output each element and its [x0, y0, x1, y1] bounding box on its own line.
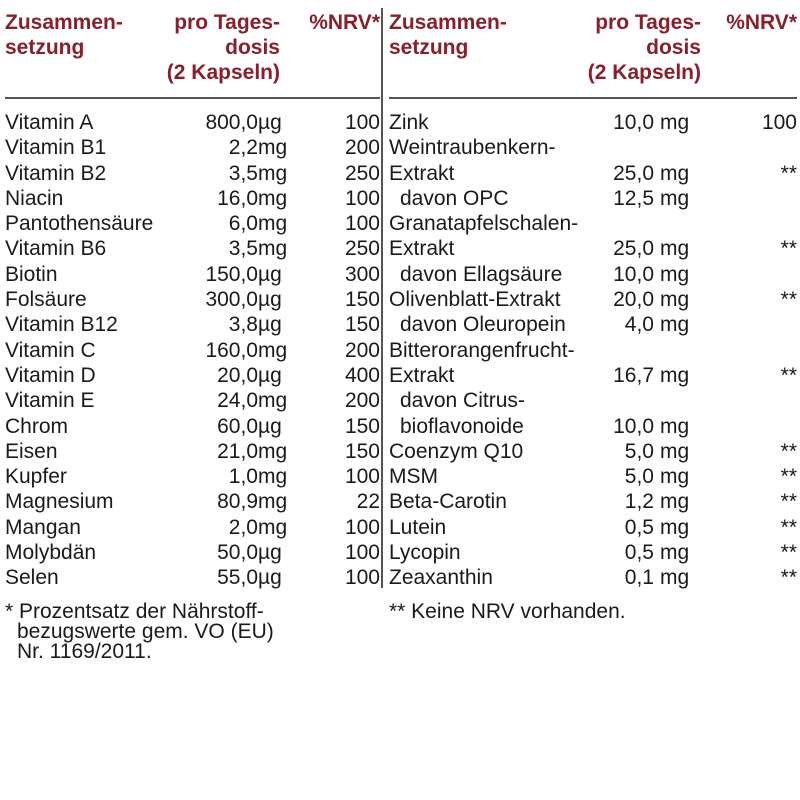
nutrient-name: davon OPC: [400, 186, 509, 210]
amount-unit: mg: [258, 515, 288, 539]
nrv-value: 150: [344, 313, 380, 337]
amount-unit: mg: [258, 490, 288, 514]
nutrient-name: Pantothensäure: [5, 212, 154, 236]
amount-unit: mg: [660, 262, 690, 286]
table-row: [389, 236, 797, 261]
amount-unit: mg: [660, 414, 690, 438]
amount-value: 2,0: [228, 515, 258, 539]
amount-value: 10,0: [613, 414, 654, 438]
amount-unit: µg: [258, 262, 282, 286]
nrv-value: 200: [344, 338, 380, 362]
nutrient-name: Mangan: [5, 515, 81, 539]
nrv-value: **: [780, 490, 797, 514]
amount-value: 3,8: [228, 313, 258, 337]
amount-unit: µg: [258, 414, 282, 438]
nutrient-name: Bitterorangenfrucht-: [389, 338, 575, 362]
nutrient-name: Vitamin A: [5, 111, 94, 134]
amount-unit: µg: [258, 541, 282, 565]
table-row: [389, 464, 797, 489]
table-row: [5, 439, 380, 464]
table-row: [389, 515, 797, 540]
table-row: [5, 287, 380, 312]
table-row: [5, 489, 380, 514]
table-row: [5, 464, 380, 489]
per-day-header: pro Tages- dosis (2 Kapseln): [587, 11, 701, 84]
table-row: [389, 414, 797, 439]
amount-value: 25,0: [613, 161, 654, 185]
nrv-value: **: [780, 439, 797, 463]
left-column: [5, 10, 380, 590]
nutrient-name: Molybdän: [5, 541, 97, 565]
amount-value: 10,0: [613, 111, 654, 134]
amount-value: 0,5: [624, 541, 654, 565]
nrv-value: **: [780, 515, 797, 539]
amount-unit: mg: [660, 186, 690, 210]
amount-unit: mg: [660, 288, 690, 312]
nrv-value: 200: [344, 136, 380, 160]
nutrient-name: Lycopin: [389, 541, 461, 565]
nutrient-name: Kupfer: [5, 465, 67, 489]
amount-unit: mg: [258, 389, 288, 413]
amount-unit: mg: [660, 515, 690, 539]
nrv-value: **: [780, 288, 797, 312]
table-row: [389, 186, 797, 211]
nrv-value: 150: [344, 414, 380, 438]
nutrient-name: Vitamin B1: [5, 136, 107, 160]
nrv-value: 100: [344, 111, 380, 134]
amount-unit: mg: [660, 465, 690, 489]
nutrient-name: Selen: [5, 566, 59, 590]
table-row: [5, 135, 380, 160]
nutrient-name: davon Citrus-: [400, 389, 525, 413]
nutrient-name: Biotin: [5, 262, 58, 286]
amount-unit: mg: [258, 161, 288, 185]
left-header: [5, 10, 380, 88]
amount-unit: mg: [660, 313, 690, 337]
amount-value: 160,0: [205, 338, 258, 362]
nrv-value: 100: [761, 111, 797, 134]
nutrient-name: Extrakt: [389, 161, 455, 185]
amount-unit: mg: [258, 212, 288, 236]
amount-unit: mg: [660, 490, 690, 514]
footnote-no-nrv: ** Keine NRV vorhanden.: [389, 600, 626, 623]
nrv-value: **: [780, 237, 797, 261]
nutrient-name: Folsäure: [5, 288, 87, 312]
column-divider: [381, 8, 383, 588]
nutrient-name: Weintraubenkern-: [389, 136, 556, 160]
table-row: [5, 211, 380, 236]
table-row: [389, 439, 797, 464]
nutrient-name: Zink: [389, 111, 429, 134]
right-header: [389, 10, 797, 88]
amount-value: 300,0: [205, 288, 258, 312]
amount-value: 12,5: [613, 186, 654, 210]
nrv-value: 22: [356, 490, 380, 514]
nrv-value: 100: [344, 541, 380, 565]
amount-value: 3,5: [228, 237, 258, 261]
nrv-header: %NRV*: [726, 11, 797, 34]
table-row: [389, 161, 797, 186]
table-row: [5, 565, 380, 590]
nutrient-name: Vitamin B2: [5, 161, 107, 185]
nutrient-name: Vitamin C: [5, 338, 96, 362]
table-row: [5, 186, 380, 211]
composition-header: Zusammen- setzung: [389, 11, 507, 59]
nutrient-name: bioflavonoide: [400, 414, 524, 438]
amount-unit: mg: [660, 237, 690, 261]
amount-value: 10,0: [613, 262, 654, 286]
amount-value: 4,0: [624, 313, 654, 337]
table-row: [5, 388, 380, 413]
table-row: [5, 515, 380, 540]
nrv-value: 300: [344, 262, 380, 286]
amount-value: 60,0: [217, 414, 258, 438]
nutrient-name: Vitamin D: [5, 363, 96, 387]
table-row: [389, 338, 797, 363]
amount-value: 150,0: [205, 262, 258, 286]
right-nutrient-list: [389, 110, 797, 591]
nrv-value: 100: [344, 186, 380, 210]
amount-value: 0,1: [624, 566, 654, 590]
amount-unit: mg: [660, 541, 690, 565]
amount-value: 20,0: [217, 363, 258, 387]
nutrient-name: Coenzym Q10: [389, 439, 524, 463]
nutrient-name: Extrakt: [389, 237, 455, 261]
table-row: [389, 262, 797, 287]
table-row: [5, 110, 380, 135]
nutrient-name: davon Oleuropein: [400, 313, 566, 337]
right-column: [389, 10, 797, 590]
amount-value: 20,0: [613, 288, 654, 312]
nrv-value: 100: [344, 566, 380, 590]
amount-unit: µg: [258, 111, 282, 134]
amount-unit: µg: [258, 566, 282, 590]
amount-unit: mg: [660, 439, 690, 463]
nutrient-name: Vitamin B12: [5, 313, 118, 337]
amount-value: 55,0: [217, 566, 258, 590]
nrv-value: 100: [344, 212, 380, 236]
amount-value: 1,0: [228, 465, 258, 489]
table-row: [389, 565, 797, 590]
amount-value: 25,0: [613, 237, 654, 261]
amount-value: 6,0: [228, 212, 258, 236]
nutrient-name: Lutein: [389, 515, 447, 539]
amount-unit: mg: [660, 161, 690, 185]
amount-value: 24,0: [217, 389, 258, 413]
nrv-value: **: [780, 161, 797, 185]
nrv-value: 100: [344, 515, 380, 539]
left-nutrient-list: [5, 110, 380, 591]
nrv-value: **: [780, 541, 797, 565]
table-row: [389, 110, 797, 135]
amount-unit: mg: [258, 338, 288, 362]
nutrient-name: davon Ellagsäure: [400, 262, 563, 286]
amount-unit: mg: [258, 186, 288, 210]
nrv-header: %NRV*: [309, 11, 380, 34]
amount-unit: mg: [258, 465, 288, 489]
amount-unit: mg: [660, 111, 690, 134]
amount-unit: µg: [258, 288, 282, 312]
table-row: [5, 414, 380, 439]
amount-unit: µg: [258, 313, 282, 337]
amount-value: 50,0: [217, 541, 258, 565]
left-header-rule: [5, 97, 380, 99]
table-row: [389, 363, 797, 388]
nutrient-name: Vitamin E: [5, 389, 95, 413]
nrv-value: **: [780, 363, 797, 387]
nutrient-name: Beta-Carotin: [389, 490, 507, 514]
composition-header: Zusammen- setzung: [5, 11, 123, 59]
amount-value: 1,2: [624, 490, 654, 514]
amount-unit: mg: [660, 566, 690, 590]
nrv-value: 400: [344, 363, 380, 387]
table-row: [389, 540, 797, 565]
amount-value: 16,0: [217, 186, 258, 210]
nutrient-name: Vitamin B6: [5, 237, 107, 261]
table-row: [389, 211, 797, 236]
amount-value: 5,0: [624, 439, 654, 463]
nutrient-name: Olivenblatt-Extrakt: [389, 288, 561, 312]
nrv-value: 100: [344, 465, 380, 489]
amount-value: 3,5: [228, 161, 258, 185]
nrv-value: 250: [344, 161, 380, 185]
table-row: [389, 489, 797, 514]
table-row: [5, 338, 380, 363]
nutrient-name: Granatapfelschalen-: [389, 212, 579, 236]
nutrient-name: Eisen: [5, 439, 58, 463]
amount-value: 16,7: [613, 363, 654, 387]
table-row: [389, 312, 797, 337]
amount-unit: mg: [660, 363, 690, 387]
nutrient-name: Magnesium: [5, 490, 114, 514]
amount-value: 21,0: [217, 439, 258, 463]
table-row: [5, 540, 380, 565]
footnote-nrv-definition: * Prozentsatz der Nährstoff- bezugswerte gem. VO (EU) Nr. 1169/2011.: [5, 600, 274, 663]
amount-unit: mg: [258, 237, 288, 261]
amount-unit: mg: [258, 439, 288, 463]
table-row: [5, 363, 380, 388]
table-row: [389, 135, 797, 160]
amount-value: 0,5: [624, 515, 654, 539]
nutrient-name: Niacin: [5, 186, 64, 210]
table-row: [5, 161, 380, 186]
nrv-value: 150: [344, 288, 380, 312]
nutrient-name: Extrakt: [389, 363, 455, 387]
nutrient-name: MSM: [389, 465, 438, 489]
amount-value: 2,2: [228, 136, 258, 160]
nrv-value: 200: [344, 389, 380, 413]
amount-value: 5,0: [624, 465, 654, 489]
table-row: [389, 388, 797, 413]
amount-unit: mg: [258, 136, 288, 160]
right-header-rule: [389, 97, 797, 99]
nutrient-name: Zeaxanthin: [389, 566, 493, 590]
table-row: [5, 312, 380, 337]
nutrient-name: Chrom: [5, 414, 69, 438]
nrv-value: **: [780, 566, 797, 590]
amount-value: 80,9: [217, 490, 258, 514]
amount-value: 800,0: [205, 111, 258, 134]
amount-unit: µg: [258, 363, 282, 387]
table-row: [389, 287, 797, 312]
per-day-header: pro Tages- dosis (2 Kapseln): [166, 11, 280, 84]
table-row: [5, 262, 380, 287]
nrv-value: **: [780, 465, 797, 489]
nrv-value: 150: [344, 439, 380, 463]
nrv-value: 250: [344, 237, 380, 261]
table-row: [5, 236, 380, 261]
